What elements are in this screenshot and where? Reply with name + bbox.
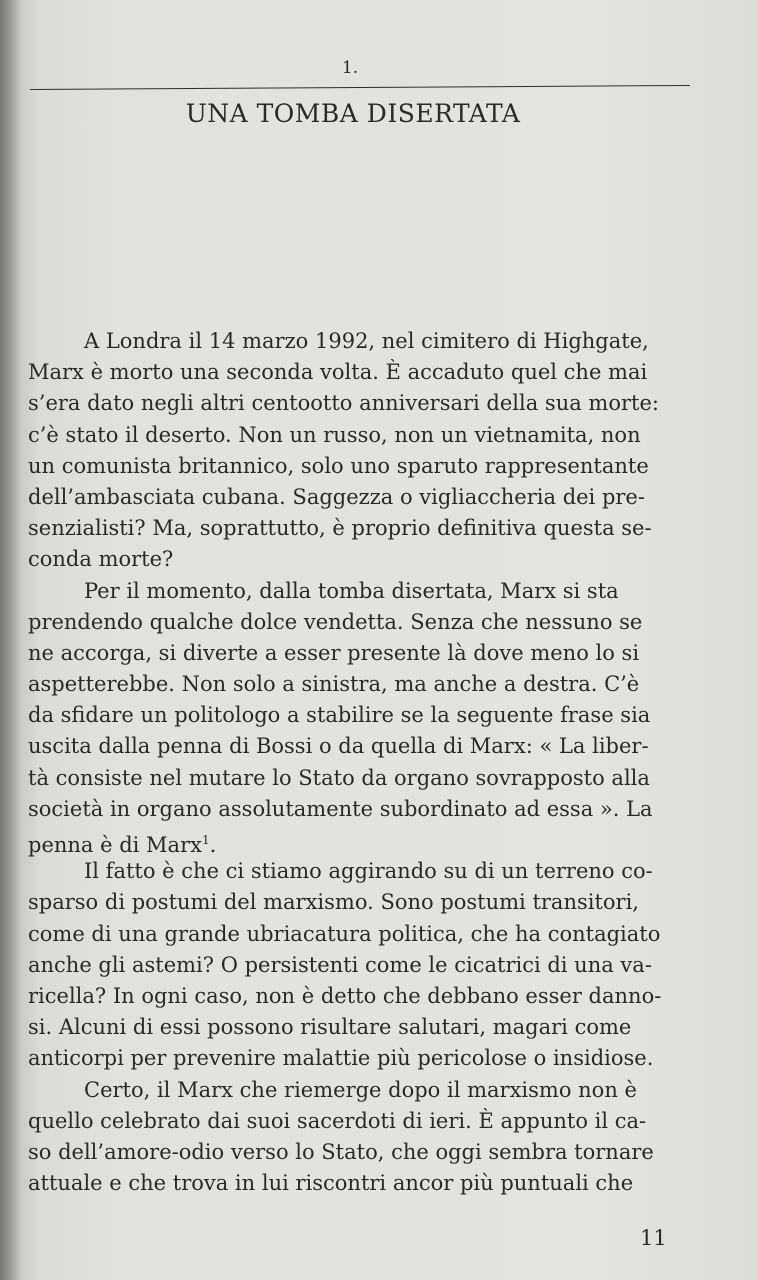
text-line: dell’ambasciata cubana. Saggezza o vigliaccheria dei pre- bbox=[28, 484, 645, 509]
text-line: Marx è morto una seconda volta. È accaduto quel che mai bbox=[28, 360, 648, 385]
text-line: sparso di postumi del marxismo. Sono postumi transitori, bbox=[28, 890, 639, 915]
text-line: Certo, il Marx che riemerge dopo il marxismo non è bbox=[84, 1077, 637, 1102]
text-line: anticorpi per prevenire malattie più pericolose o insidiose. bbox=[28, 1046, 654, 1071]
text-line-with-footnote bbox=[28, 825, 688, 856]
text-line: aspetterebbe. Non solo a sinistra, ma anche a destra. C’è bbox=[28, 672, 640, 697]
header-rule bbox=[30, 85, 690, 90]
text-line: uscita dalla penna di Bossi o da quella di Marx: « La liber- bbox=[28, 734, 649, 759]
text-line: Per il momento, dalla tomba disertata, Marx si sta bbox=[84, 578, 619, 603]
text-line: ricella? In ogni caso, non è detto che debbano esser danno- bbox=[28, 983, 662, 1008]
text-line: Il fatto è che ci stiamo aggirando su di un terreno co- bbox=[84, 859, 653, 884]
chapter-title: UNA TOMBA DISERTATA bbox=[185, 99, 521, 128]
binding-shadow bbox=[0, 0, 22, 1280]
page-number: 11 bbox=[640, 1226, 667, 1250]
text-line: da sfidare un politologo a stabilire se la seguente frase sia bbox=[28, 703, 651, 728]
text-line: prendendo qualche dolce vendetta. Senza che nessuno se bbox=[28, 609, 643, 634]
text-line: tà consiste nel mutare lo Stato da organo sovrapposto alla bbox=[28, 765, 650, 790]
body-text bbox=[28, 326, 688, 1199]
text-line: c’è stato il deserto. Non un russo, non un vietnamita, non bbox=[28, 422, 641, 447]
text-line: attuale e che trova in lui riscontri ancor più puntuali che bbox=[28, 1171, 634, 1196]
text-line: società in organo assolutamente subordinato ad essa ». La bbox=[28, 796, 653, 821]
text-line: quello celebrato dai suoi sacerdoti di ieri. È appunto il ca- bbox=[28, 1108, 647, 1133]
text-line: penna è di Marx bbox=[28, 833, 202, 857]
text-line: ne accorga, si diverte a esser presente là dove meno lo si bbox=[28, 640, 640, 665]
text-line: anche gli astemi? O persistenti come le cicatrici di una va- bbox=[28, 952, 652, 977]
text-line: senzialisti? Ma, soprattutto, è proprio definitiva questa se- bbox=[28, 516, 652, 541]
chapter-number: 1. bbox=[341, 58, 359, 78]
text-line: come di una grande ubriacatura politica, che ha contagiato bbox=[28, 921, 661, 946]
text-line: so dell’amore-odio verso lo Stato, che oggi sembra tornare bbox=[28, 1139, 654, 1164]
text-line: si. Alcuni di essi possono risultare salutari, magari come bbox=[28, 1015, 632, 1040]
text-line: un comunista britannico, solo uno sparuto rappresentante bbox=[28, 453, 649, 478]
footnote-marker: 1 bbox=[201, 833, 210, 847]
line-ending-period: . bbox=[209, 833, 217, 857]
text-line: conda morte? bbox=[28, 547, 174, 572]
text-line: s’era dato negli altri centootto anniversari della sua morte: bbox=[28, 391, 659, 416]
text-line: A Londra il 14 marzo 1992, nel cimitero di Highgate, bbox=[84, 329, 649, 353]
